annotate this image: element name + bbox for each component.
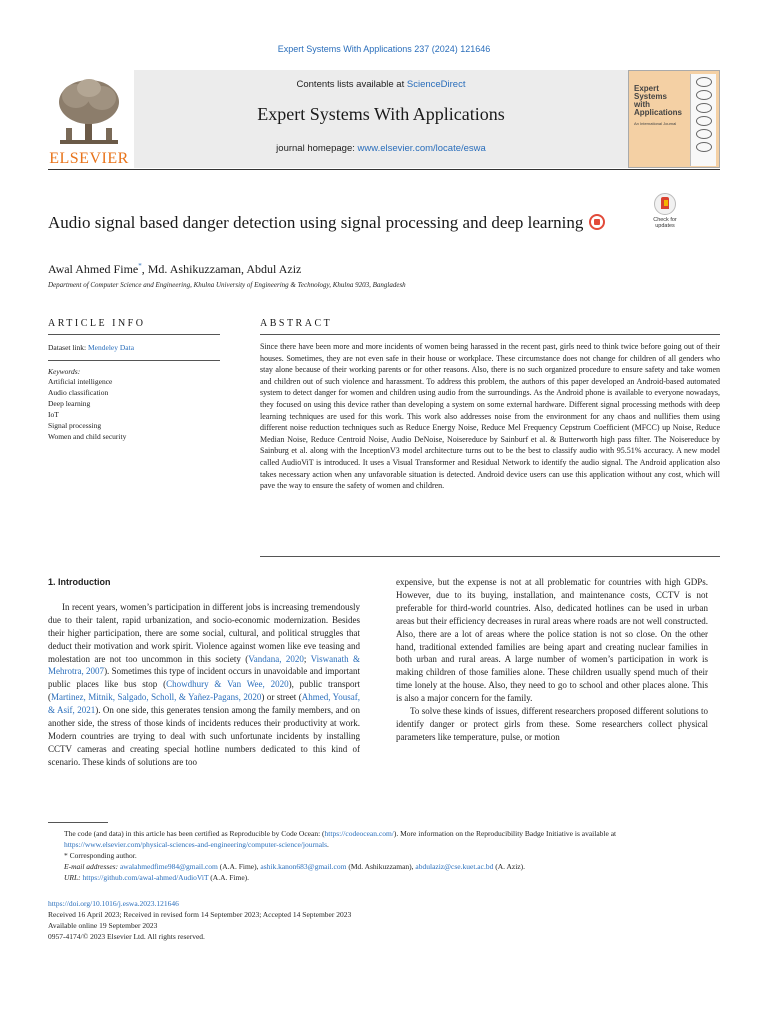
email-link[interactable]: awalahmedfime984@gmail.com bbox=[119, 862, 218, 871]
cover-decor-icon bbox=[696, 103, 712, 113]
cover-decor-icon bbox=[696, 129, 712, 139]
contents-prefix: Contents lists available at bbox=[296, 79, 407, 90]
corresponding-author-mark[interactable]: * bbox=[138, 262, 142, 270]
homepage-line bbox=[134, 143, 628, 154]
author-list bbox=[48, 262, 301, 277]
journal-homepage-link[interactable]: www.elsevier.com/locate/eswa bbox=[357, 143, 486, 154]
cover-subtitle: An International Journal bbox=[634, 121, 677, 126]
citation-link[interactable]: Martinez, Mitnik, Salgado, Scholl, & Yañez-Pagans, 2020 bbox=[51, 692, 262, 703]
contents-line bbox=[134, 79, 628, 90]
keyword-item: Audio classification bbox=[48, 388, 109, 397]
dataset-prefix: Dataset link: bbox=[48, 343, 88, 352]
abstract-heading: ABSTRACT bbox=[260, 318, 333, 329]
intro-text: ). Sometimes this type of incident occurs in unavoidable and important public places like bus stop ( bbox=[48, 666, 360, 690]
code-ocean-link[interactable]: https://codeocean.com/ bbox=[324, 829, 394, 838]
available-online: Available online 19 September 2023 bbox=[48, 921, 158, 930]
url-footnote bbox=[48, 872, 720, 883]
email-link[interactable]: ashik.kanon683@gmail.com bbox=[260, 862, 347, 871]
email-owner: (Md. Ashikuzzaman), bbox=[346, 862, 416, 871]
email-link[interactable]: abdulaziz@cse.kuet.ac.bd bbox=[415, 862, 494, 871]
corresponding-author-note: * Corresponding author. bbox=[64, 851, 137, 860]
code-ocean-footnote bbox=[48, 828, 720, 850]
intro-text: ). On one side, this generates tension among the family members, and on another side, the stress of those kinds of incidents reduces their productivity at work. Modern countries are trying to deal with such unfortunate incidents by installing CCTV cameras and creating special hotline numbers dedicated to this kind of scenario. These kinds of solutions are too bbox=[48, 705, 361, 767]
article-title bbox=[48, 211, 608, 235]
author-others[interactable]: , Md. Ashikuzzaman, Abdul Aziz bbox=[141, 262, 302, 276]
cover-decor-icon bbox=[696, 116, 712, 126]
journal-reference[interactable]: Expert Systems With Applications 237 (2024) 121646 bbox=[277, 44, 491, 54]
journal-cover-thumbnail[interactable] bbox=[628, 70, 720, 168]
received-dates: Received 16 April 2023; Received in revised form 14 September 2023; Accepted 14 September 2023 bbox=[48, 910, 352, 919]
dataset-line bbox=[48, 335, 220, 361]
crossmark-icon[interactable] bbox=[589, 214, 605, 230]
github-link[interactable]: https://github.com/awal-ahmed/AudioViT bbox=[82, 873, 209, 882]
body-left-column bbox=[48, 576, 360, 769]
introduction-heading: 1. Introduction bbox=[48, 577, 111, 587]
abstract-bottom-rule bbox=[260, 556, 720, 557]
reproducibility-link[interactable]: https://www.elsevier.com/physical-sciences-and-engineering/computer-science/journals bbox=[64, 840, 328, 849]
intro-paragraph-1 bbox=[48, 601, 360, 769]
affiliation: Department of Computer Science and Engineering, Khulna University of Engineering & Technology, Khulna 9203, Bangladesh bbox=[48, 281, 406, 289]
footnotes bbox=[48, 828, 720, 883]
keyword-item: Deep learning bbox=[48, 399, 91, 408]
check-updates-label: Check for updates bbox=[653, 217, 677, 229]
check-updates-icon bbox=[654, 193, 676, 215]
footnote-text: The code (and data) in this article has been certified as Reproducible by Code Ocean: ( bbox=[64, 829, 325, 838]
elsevier-wordmark: ELSEVIER bbox=[49, 150, 129, 167]
cover-title: Expert Systems with Applications bbox=[634, 84, 683, 117]
elsevier-logo bbox=[48, 70, 130, 166]
abstract-column bbox=[260, 334, 720, 492]
email-owner: (A.A. Fime), bbox=[217, 862, 261, 871]
author-1[interactable]: Awal Ahmed Fime bbox=[48, 262, 139, 276]
keyword-item: Artificial intelligence bbox=[48, 377, 113, 386]
keyword-item: Signal processing bbox=[48, 421, 102, 430]
intro-text: In recent years, women’s participation in different jobs is increasing tremendously due to their talent, rapid urbanization, and socio-economic modernization. Besides their higher participation, there are some social, cultural, and political struggles that deduct their motivation and work spirit. Violence against women like eve teasing and molestation are not too uncommon in this society ( bbox=[48, 601, 360, 664]
doi-link[interactable]: https://doi.org/10.1016/j.eswa.2023.121646 bbox=[48, 899, 179, 908]
keyword-item: Women and child security bbox=[48, 432, 127, 441]
intro-text: ) or street ( bbox=[261, 692, 302, 703]
journal-masthead bbox=[48, 70, 720, 170]
copyright: 0957-4174/© 2023 Elsevier Ltd. All rights reserved. bbox=[48, 932, 205, 941]
journal-title: Expert Systems With Applications bbox=[257, 104, 505, 124]
footnote-divider bbox=[48, 822, 108, 823]
elsevier-tree-icon bbox=[54, 76, 124, 148]
dataset-link[interactable]: Mendeley Data bbox=[88, 343, 135, 352]
article-title-text: Audio signal based danger detection using signal processing and deep learning bbox=[48, 213, 584, 232]
url-owner: (A.A. Fime). bbox=[208, 873, 250, 882]
keywords-heading: Keywords: bbox=[48, 367, 81, 376]
citation-link[interactable]: Vandana, 2020 bbox=[248, 653, 304, 664]
keyword-item: IoT bbox=[48, 410, 59, 419]
body-right-column bbox=[396, 576, 708, 744]
url-label: URL: bbox=[64, 873, 81, 882]
footnote-text: ). More information on the Reproducibility Badge Initiative is available at bbox=[393, 829, 617, 838]
email-label: E-mail addresses: bbox=[64, 862, 119, 871]
cover-decor-icon bbox=[696, 142, 712, 152]
check-for-updates-badge[interactable] bbox=[648, 193, 682, 229]
abstract-text: Since there have been more and more incidents of women being harassed in the recent past, girls need to think twice before going out of their houses. Sometimes, they are not even safe in their house or workplace. These circumstance does not change for children of all genders who stay alone because of their working parents or for other reasons. Also, there is no such organized procedure to ensure safety and take women and children out of such violence and harassment. To address this problem, the authors of this paper developed an Android-based automated system to detect danger for women and children using audio from the surroundings. As the Android phone is available to everyone nowadays, they focused on using this device rather than developing a system on some external hardware. Different signal processing methods with deep learning techniques are used for this work. This work also addresses noise from the environment for any chaos and nullifies them using different noise reduction techniques such as Reduce Energy Noise, Reduce Mel Frequency Cepstrum Coefficient (MFCC) up Noise, Reduce Median Noise, Reduce Centroid Noise, Audio DeNoise, Noisereduce by Sainburf et al. & Butterworth high pass filter. The Noisereduce by Sainburg et al. along with the InceptionV3 model architecture turns out to be the best to classify audio with 95.51% accuracy. A new model called AudioViT is introduced. It uses a Visual Transformer and Residual Network to identify the audio signal. The Android application also takes necessary action when any unfavorable situation is detected. Android device users can use this application without any cost, which will pave the way to ensure the safety of women and children. bbox=[260, 342, 720, 491]
publication-info bbox=[48, 898, 720, 942]
article-info-heading: ARTICLE INFO bbox=[48, 318, 146, 329]
citation-link[interactable]: Chowdhury & Van Wee, 2020 bbox=[166, 679, 289, 690]
citation-link[interactable]: Ahmed, Yousaf, & Asif, 2021 bbox=[48, 692, 360, 716]
intro-paragraph-continued: expensive, but the expense is not at all problematic for countries with high GDPs. However, due to its buying, installation, and maintenance costs, CCTV is not preferable for third-world countries. Also, dedicated hotlines can be used in urban areas but their efficiency decreases in rural areas where roads are not well constructed. Also, there are a lot of areas where the police station is not so close. On the other hand, traditional extended families are being apart and creating nuclear families in both urban and rural areas. A large number of women’s participation in work is making children of those families alone. These children usually spend much of their time lonely at the house. Also, they need to go to school and other places alone. This is also a major concern for the family. bbox=[396, 577, 708, 704]
intro-text: ), public transport ( bbox=[48, 679, 360, 703]
cover-decor-icon bbox=[696, 77, 712, 87]
masthead-center-panel bbox=[134, 70, 628, 168]
intro-text: ; bbox=[303, 653, 311, 664]
cover-decor-icon bbox=[696, 90, 712, 100]
sciencedirect-link[interactable]: ScienceDirect bbox=[406, 79, 466, 90]
intro-paragraph-2: To solve these kinds of issues, different researchers proposed different solutions to identify danger or protect girls from these. Some researchers collect physical parameters like temperature, pulse, or motion bbox=[396, 706, 708, 742]
email-footnote bbox=[48, 861, 720, 872]
citation-link[interactable]: Viswanath & Mehrotra, 2007 bbox=[48, 653, 360, 677]
homepage-prefix: journal homepage: bbox=[276, 143, 358, 154]
email-owner: (A. Aziz). bbox=[493, 862, 525, 871]
cover-icon-panel bbox=[690, 74, 716, 166]
article-info-column bbox=[48, 334, 220, 442]
footnote-text: . bbox=[327, 840, 329, 849]
